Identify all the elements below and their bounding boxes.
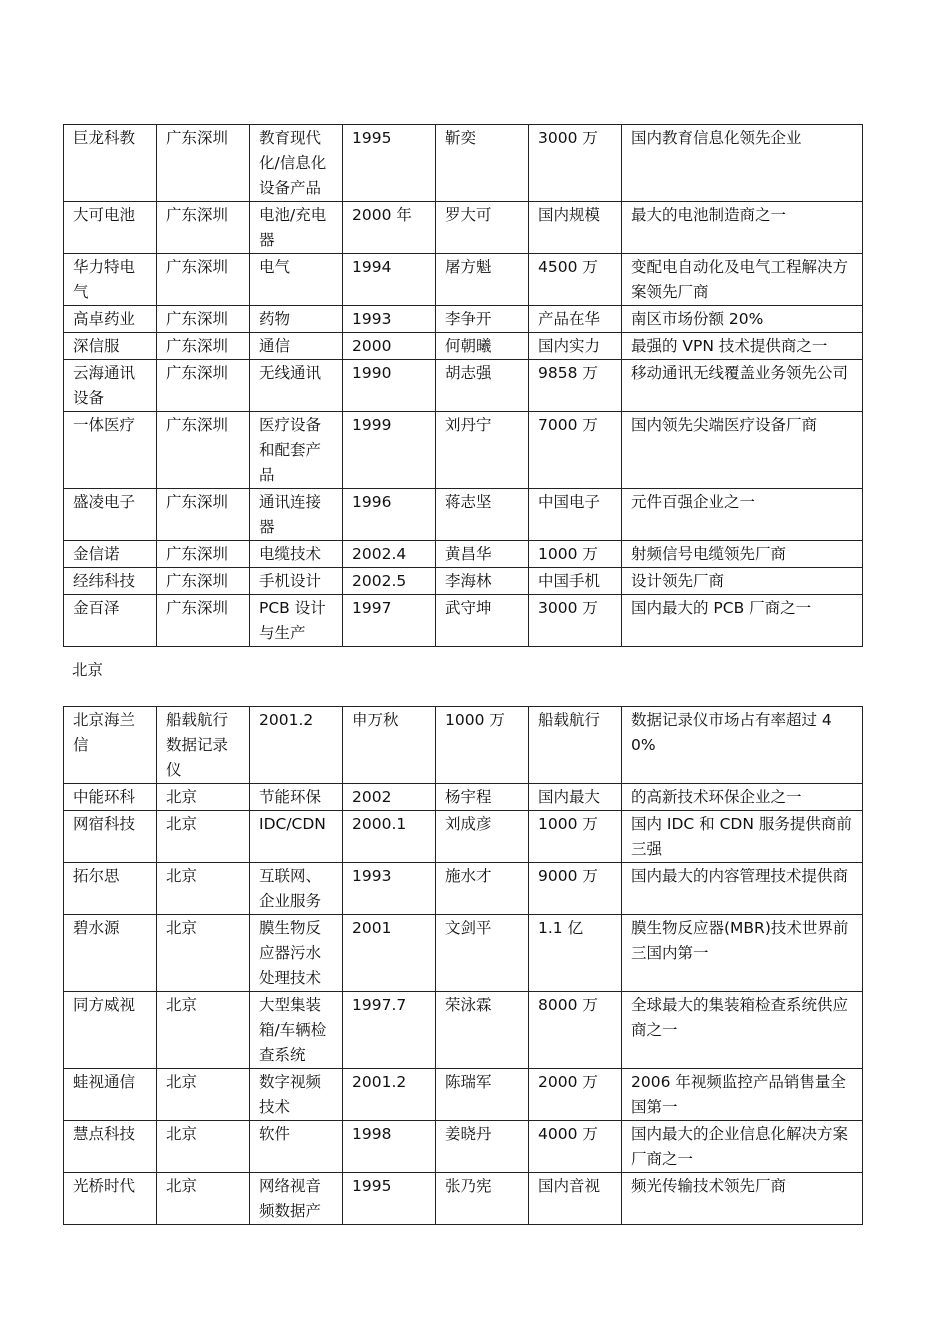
table-row [64,915,863,992]
table-cell: 经纬科技 [64,568,157,595]
table-row [64,333,863,360]
table-cell: 药物 [250,306,343,333]
table-cell: 最大的电池制造商之一 [622,202,863,254]
table-cell: 深信服 [64,333,157,360]
beijing-company-table [63,706,863,1225]
table-cell: 电缆技术 [250,541,343,568]
table-cell: 2006 年视频监控产品销售量全国第一 [622,1069,863,1121]
table-cell: 软件 [250,1121,343,1173]
table-cell: 广东深圳 [157,595,250,647]
table-cell: 广东深圳 [157,360,250,412]
table-cell: 刘丹宁 [436,412,529,489]
table-cell: 电池/充电器 [250,202,343,254]
table-row [64,595,863,647]
table-cell: 膜生物反应器(MBR)技术世界前三国内第一 [622,915,863,992]
table-cell: 的高新技术环保企业之一 [622,784,863,811]
table-cell: 国内规模 [529,202,622,254]
table-cell: 中能环科 [64,784,157,811]
table-row [64,125,863,202]
table-cell: 船载航行数据记录仪 [157,707,250,784]
table-cell: 手机设计 [250,568,343,595]
table-cell: 高卓药业 [64,306,157,333]
table-cell: 何朝曦 [436,333,529,360]
table-cell: 2002.5 [343,568,436,595]
table-cell: 7000 万 [529,412,622,489]
table-cell: 网络视音频数据产 [250,1173,343,1225]
table-row [64,811,863,863]
table-row [64,360,863,412]
table-cell: 北京 [157,863,250,915]
table-cell: 一体医疗 [64,412,157,489]
table-cell: 金信诺 [64,541,157,568]
table-cell: 2002.4 [343,541,436,568]
table-cell: 1993 [343,863,436,915]
table-cell: 广东深圳 [157,489,250,541]
table-cell: 最强的 VPN 技术提供商之一 [622,333,863,360]
table-cell: 数据记录仪市场占有率超过 40% [622,707,863,784]
table-cell: 3000 万 [529,595,622,647]
table-cell: 北京 [157,915,250,992]
shenzhen-company-table [63,124,863,647]
section-label-beijing: 北京 [72,661,104,679]
table-cell: 2000 年 [343,202,436,254]
table-cell: 变配电自动化及电气工程解决方案领先厂商 [622,254,863,306]
table-row [64,568,863,595]
table-cell: 刘成彦 [436,811,529,863]
table-cell: 通讯连接器 [250,489,343,541]
table-cell: 国内最大的内容管理技术提供商 [622,863,863,915]
table-cell: 国内教育信息化领先企业 [622,125,863,202]
table-cell: 2000.1 [343,811,436,863]
table-cell: 互联网、企业服务 [250,863,343,915]
table-cell: 4500 万 [529,254,622,306]
table-row [64,1173,863,1225]
table-cell: 文剑平 [436,915,529,992]
table-row [64,784,863,811]
table-cell: 巨龙科教 [64,125,157,202]
table-cell: 产品在华 [529,306,622,333]
table-cell: 杨宇程 [436,784,529,811]
table-cell: 国内 IDC 和 CDN 服务提供商前三强 [622,811,863,863]
table-cell: 光桥时代 [64,1173,157,1225]
table-cell: 申万秋 [343,707,436,784]
table-row [64,254,863,306]
table-cell: IDC/CDN [250,811,343,863]
table-cell: 靳奕 [436,125,529,202]
table-cell: 1000 万 [529,811,622,863]
table-cell: 1990 [343,360,436,412]
table-cell: 拓尔思 [64,863,157,915]
table-cell: 全球最大的集装箱检查系统供应商之一 [622,992,863,1069]
table-cell: 3000 万 [529,125,622,202]
table-cell: 2000 [343,333,436,360]
table-cell: 华力特电气 [64,254,157,306]
table-cell: 北京海兰信 [64,707,157,784]
table-row [64,863,863,915]
table-cell: 中国电子 [529,489,622,541]
table-cell: 大可电池 [64,202,157,254]
table-cell: 罗大可 [436,202,529,254]
table-cell: 姜晓丹 [436,1121,529,1173]
table-cell: 1999 [343,412,436,489]
table-row [64,1121,863,1173]
table-cell: 国内领先尖端医疗设备厂商 [622,412,863,489]
table-cell: 北京 [157,1069,250,1121]
table-cell: 1994 [343,254,436,306]
table-cell: 盛凌电子 [64,489,157,541]
table-cell: 数字视频技术 [250,1069,343,1121]
table-cell: 2000 万 [529,1069,622,1121]
table-cell: 频光传输技术领先厂商 [622,1173,863,1225]
table-cell: 9858 万 [529,360,622,412]
table-cell: 2001.2 [343,1069,436,1121]
table-cell: 蒋志坚 [436,489,529,541]
table-cell: 2001 [343,915,436,992]
table-row [64,541,863,568]
table-cell: 陈瑞军 [436,1069,529,1121]
table-cell: 广东深圳 [157,568,250,595]
table-cell: 国内最大的企业信息化解决方案厂商之一 [622,1121,863,1173]
table-row [64,489,863,541]
table-cell: 网宿科技 [64,811,157,863]
table-cell: 荣泳霖 [436,992,529,1069]
table-cell: 无线通讯 [250,360,343,412]
table-row [64,412,863,489]
table-cell: 教育现代化/信息化设备产品 [250,125,343,202]
table-cell: 北京 [157,1121,250,1173]
table-cell: 膜生物反应器污水处理技术 [250,915,343,992]
table-cell: 广东深圳 [157,306,250,333]
table-cell: 北京 [157,811,250,863]
table-cell: 1993 [343,306,436,333]
table-cell: 北京 [157,1173,250,1225]
table-cell: 广东深圳 [157,202,250,254]
table-cell: 北京 [157,784,250,811]
table-cell: 施水才 [436,863,529,915]
table-cell: 李争开 [436,306,529,333]
table-cell: 1.1 亿 [529,915,622,992]
table-cell: 通信 [250,333,343,360]
table-cell: 1996 [343,489,436,541]
table-cell: 云海通讯设备 [64,360,157,412]
table-cell: 广东深圳 [157,254,250,306]
table-cell: 国内最大 [529,784,622,811]
table-cell: 广东深圳 [157,541,250,568]
table-cell: 9000 万 [529,863,622,915]
table-cell: 碧水源 [64,915,157,992]
table-row [64,707,863,784]
table-cell: 移动通讯无线覆盖业务领先公司 [622,360,863,412]
table-cell: 国内最大的 PCB 厂商之一 [622,595,863,647]
table-cell: 射频信号电缆领先厂商 [622,541,863,568]
table-row [64,202,863,254]
table-cell: 北京 [157,992,250,1069]
table-cell: 节能环保 [250,784,343,811]
table-cell: 胡志强 [436,360,529,412]
table-cell: 1995 [343,1173,436,1225]
table-cell: 武守坤 [436,595,529,647]
table-cell: 4000 万 [529,1121,622,1173]
table-cell: 黄昌华 [436,541,529,568]
table-cell: 屠方魁 [436,254,529,306]
table-cell: 医疗设备和配套产品 [250,412,343,489]
table-cell: 南区市场份额 20% [622,306,863,333]
table-cell: 1000 万 [436,707,529,784]
table-cell: 李海林 [436,568,529,595]
table-cell: 国内音视 [529,1173,622,1225]
table-cell: 8000 万 [529,992,622,1069]
table-cell: 广东深圳 [157,333,250,360]
table-cell: 金百泽 [64,595,157,647]
table-cell: PCB 设计与生产 [250,595,343,647]
table-cell: 元件百强企业之一 [622,489,863,541]
table-cell: 广东深圳 [157,412,250,489]
table-cell: 1995 [343,125,436,202]
table-row [64,992,863,1069]
table-cell: 中国手机 [529,568,622,595]
table-cell: 2001.2 [250,707,343,784]
table-cell: 1998 [343,1121,436,1173]
table-cell: 张乃宪 [436,1173,529,1225]
table-cell: 1997 [343,595,436,647]
table-cell: 设计领先厂商 [622,568,863,595]
table-cell: 船载航行 [529,707,622,784]
table-cell: 大型集装箱/车辆检查系统 [250,992,343,1069]
table-cell: 1000 万 [529,541,622,568]
table-row [64,1069,863,1121]
table-cell: 2002 [343,784,436,811]
table-cell: 同方威视 [64,992,157,1069]
table-cell: 蛙视通信 [64,1069,157,1121]
table-cell: 电气 [250,254,343,306]
table-cell: 慧点科技 [64,1121,157,1173]
table-cell: 广东深圳 [157,125,250,202]
table-row [64,306,863,333]
table-cell: 1997.7 [343,992,436,1069]
table-cell: 国内实力 [529,333,622,360]
